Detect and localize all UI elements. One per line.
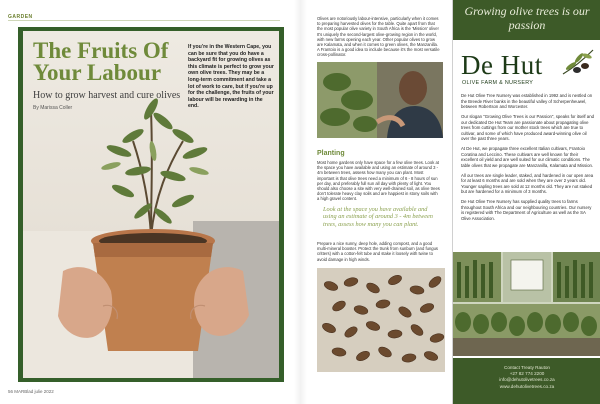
ad-paragraph: All our trees are single leader, staked, and hardened in our open area for at least 6 months and are sold when they are over 2 years old. Younger sapling trees are sold at 12 months old. They are not staked but are hardened for a minimum of 3 months. xyxy=(461,172,594,194)
contact-phone: +27 82 774 2200 xyxy=(509,371,545,377)
ad-tagline: Growing olive trees is our passion xyxy=(464,4,590,32)
olive-seeds-photo xyxy=(317,268,445,372)
intro-paragraph: If you're in the Western Cape, you can be sure that you do have a backyard fit for growing olives as this climate is perfect to grow your own olive trees. They may be a long-term commitment and take a lot of work to care, but if you're up for the challenge, the fruits of your labour will be rewarding in the end. xyxy=(188,44,274,110)
brand-subtitle: OLIVE FARM & NURSERY xyxy=(462,80,534,86)
ad-paragraph: De Hut Olive Tree Nursery has supplied quality trees to farms throughout South Africa and our neighbouring countries. Our nursery is registered with The Department of Agriculture as well as the SA Olive Association. xyxy=(461,199,592,221)
page-gutter xyxy=(294,0,307,404)
pull-quote: Look at the space you have available and using an estimate of around 3 - 4m between trees, assess how many you can plant. xyxy=(323,206,433,228)
body-text-top: Olives are notoriously labour-intensive, particularly when it comes to preparing harvested olives for the table. Quite apart from that the most popular olive variety in South Africa is the 'Mission' olive! It's uniquely the second-largest olive-growing region in the world, with new farms opening each year. Other popular olives to grow are Kalamata, and when it comes to green olives, the Manzanilla. A Frantoio is a good idea to include because it's the most versatile cross-pollinator. xyxy=(317,16,440,58)
left-page xyxy=(0,0,294,404)
nursery-illustration xyxy=(453,252,600,356)
planting-text: Most home gardens only have space for a few olive trees. Look at the space you have available and using an estimate of around 3 - 4m between trees, assess how many you can plant. Most important is that olive trees need a minimum of 6 - 8 hours of sun per day, and preferably full sun all day with plenty of light. You should also choose a site with very well-drained soil, as olive trees don't tolerate heavy clay soils and are happiest in stony soils with a high gravel content. xyxy=(317,160,440,202)
ad-body xyxy=(461,93,595,226)
gardener-photo xyxy=(317,62,443,138)
middle-page xyxy=(307,0,450,404)
brand-logo-text: De Hut xyxy=(461,50,543,80)
title-block xyxy=(33,40,183,111)
contact-name: Contact Treaty Rauton xyxy=(504,365,550,370)
ad-contact-block xyxy=(453,358,600,404)
ad-banner xyxy=(453,0,600,40)
section-tag: GARDEN xyxy=(8,14,33,20)
contact-website: www.dehutolivetrees.co.za xyxy=(499,383,555,389)
de-hut-advertisement xyxy=(452,0,600,404)
ad-paragraph: Our slogan "Growing Olive Trees is our Passion", speaks for itself and our dedicated De Hut Team are passionate about propagating olive trees from cuttings from our mother stock trees which are true to cultivar, and some of which have produced award-winning olive oil over the past three years. xyxy=(461,114,594,141)
byline: By Marissa Coller xyxy=(33,105,73,111)
article-title: The Fruits Of Your Labour xyxy=(33,38,169,85)
olive-branch-icon xyxy=(559,44,597,82)
article-subtitle: How to grow harvest and cure olives xyxy=(33,90,181,101)
section-divider xyxy=(8,20,280,21)
nursery-photos xyxy=(453,252,600,356)
body-text-bottom: Prepare a nice sunny, deep hole, adding compost, and a good multi-mineral booster. Protect the trunk from sunburn (and fungus critters) with a cotton-felt tube and stake it loosely with twine to avoid damage in high winds. xyxy=(317,241,439,262)
page-footer: 56 MARBlad julie 2022 xyxy=(8,389,54,394)
olive-seeds-illustration xyxy=(317,268,445,372)
contact-email: info@dehutolivetrees.co.za xyxy=(499,377,555,383)
ad-paragraph: At De Hut, we propagate three excellent Italian cultivars, Frantoio Coratina and Leccino. These cultivars are well known for their excellent oil yield and are well suited for our climatic conditions. The table olives that we propagate are Manzanilla, Kalamata and Mission. xyxy=(461,146,594,168)
planting-subhead: Planting xyxy=(317,150,345,157)
ad-paragraph: De Hut Olive Tree Nursery was established in 1992 and is nestled on the Breede River banks in the beautiful valley of Scherpenheuwel, between Robertson and Worcester. xyxy=(461,93,593,109)
gardener-illustration xyxy=(317,62,443,138)
